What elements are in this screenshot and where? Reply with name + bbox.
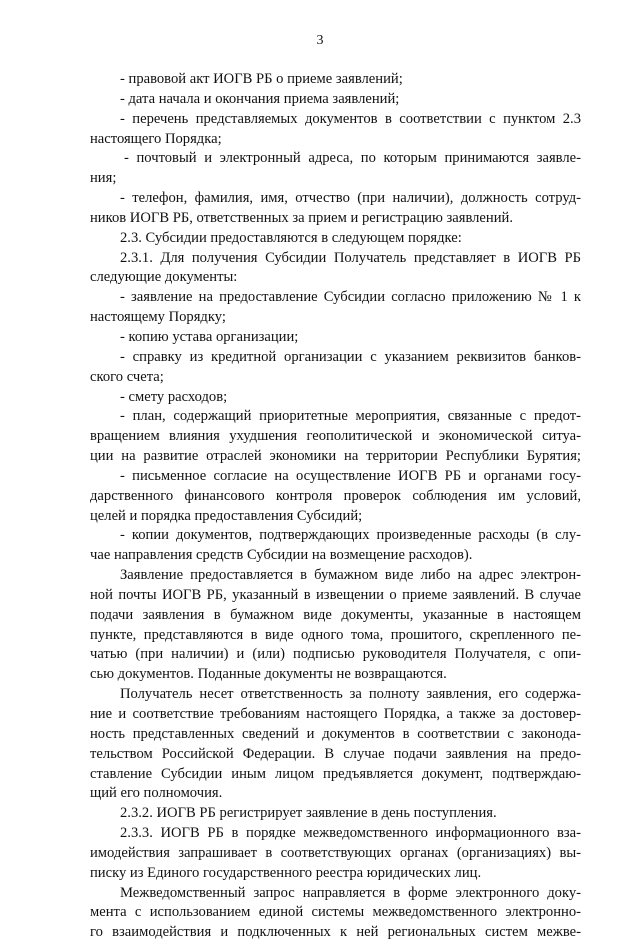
text-line: го взаимодействия и подключенных к ней региональных систем межве-	[90, 924, 581, 941]
text-line: - дата начала и окончания приема заявлений;	[120, 90, 400, 107]
text-line: ние и соответствие требованиям настоящего Порядка, а также за достовер-	[90, 706, 581, 722]
text-line: Заявление предоставляется в бумажном виде либо на адрес электрон-	[120, 567, 581, 584]
text-line: - справку из кредитной организации с указанием реквизитов банков-	[120, 348, 581, 365]
text-line: сью документов. Поданные документы не возвращаются.	[90, 666, 447, 683]
text-line: ского счета;	[90, 368, 164, 385]
text-line: - план, содержащий приоритетные мероприятия, связанные с предот-	[120, 408, 581, 425]
text-line: мента с использованием единой системы межведомственного электронно-	[90, 904, 581, 921]
text-line: ции на развитие отраслей экономики на территории Республики Бурятия;	[90, 448, 581, 465]
text-line: имодействия запрашивает в соответствующих органах (организациях) вы-	[90, 844, 581, 861]
page-number: 3	[316, 33, 324, 48]
text-line: - перечень представляемых документов в соответствии с пунктом 2.3	[120, 110, 581, 127]
text-line: 2.3. Субсидии предоставляются в следующем порядке:	[120, 229, 462, 246]
text-line: вращением влияния ухудшения геополитической и экономической ситуа-	[90, 428, 581, 445]
text-line: ность представленных сведений и документов в соответствии с законода-	[90, 725, 581, 742]
text-line: - копию устава организации;	[120, 328, 299, 345]
text-line: ной почты ИОГВ РБ, указанный в извещении о приеме заявлений. В случае	[90, 586, 581, 603]
text-line: - заявление на предоставление Субсидии согласно приложению № 1 к	[120, 289, 581, 306]
text-line: настоящего Порядка;	[90, 130, 222, 147]
text-line: целей и порядка предоставления Субсидий;	[90, 507, 363, 524]
text-line: - копии документов, подтверждающих произведенные расходы (в слу-	[120, 527, 581, 544]
text-line: ния;	[90, 170, 117, 187]
text-line: подачи заявления в бумажном виде документы, указанные в настоящем	[90, 606, 581, 623]
document-body	[90, 70, 581, 943]
text-line: чатью (при наличии) и (или) подписью руководителя Получателя, с опи-	[90, 646, 581, 663]
text-line: - смету расходов;	[120, 388, 228, 405]
text-line: 2.3.3. ИОГВ РБ в порядке межведомственного информационного вза-	[120, 825, 581, 842]
text-line: щий его полномочия.	[90, 785, 223, 802]
text-line: тельством Российской Федерации. В случае подачи заявления на предо-	[90, 745, 581, 762]
text-line: - письменное согласие на осуществление ИОГВ РБ и органами госу-	[120, 467, 581, 484]
text-line: 2.3.2. ИОГВ РБ регистрирует заявление в день поступления.	[120, 805, 497, 822]
text-line: Межведомственный запрос направляется в форме электронного доку-	[120, 884, 581, 901]
text-line: - почтовый и электронный адреса, по которым принимаются заявле-	[124, 150, 581, 167]
text-line: следующие документы:	[90, 269, 238, 286]
text-line: ставление Субсидии иным лицом предъявляется документ, подтверждаю-	[90, 765, 581, 782]
text-line: дарственного финансового контроля проверок соблюдения им условий,	[90, 487, 581, 504]
text-line: писку из Единого государственного реестра юридических лиц.	[90, 864, 482, 881]
text-line: - телефон, фамилия, имя, отчество (при наличии), должность сотруд-	[120, 190, 581, 207]
text-line: пункте, представляются в виде одного тома, прошитого, скрепленного пе-	[90, 626, 581, 643]
text-line: чае направления средств Субсидии на возмещение расходов).	[90, 547, 473, 564]
text-line: Получатель несет ответственность за полноту заявления, его содержа-	[120, 686, 581, 703]
text-line: ников ИОГВ РБ, ответственных за прием и регистрацию заявлений.	[90, 209, 513, 226]
text-line: настоящему Порядку;	[90, 309, 226, 326]
text-line: 2.3.1. Для получения Субсидии Получатель представляет в ИОГВ РБ	[120, 249, 581, 266]
text-line: - правовой акт ИОГВ РБ о приеме заявлений;	[120, 71, 403, 87]
